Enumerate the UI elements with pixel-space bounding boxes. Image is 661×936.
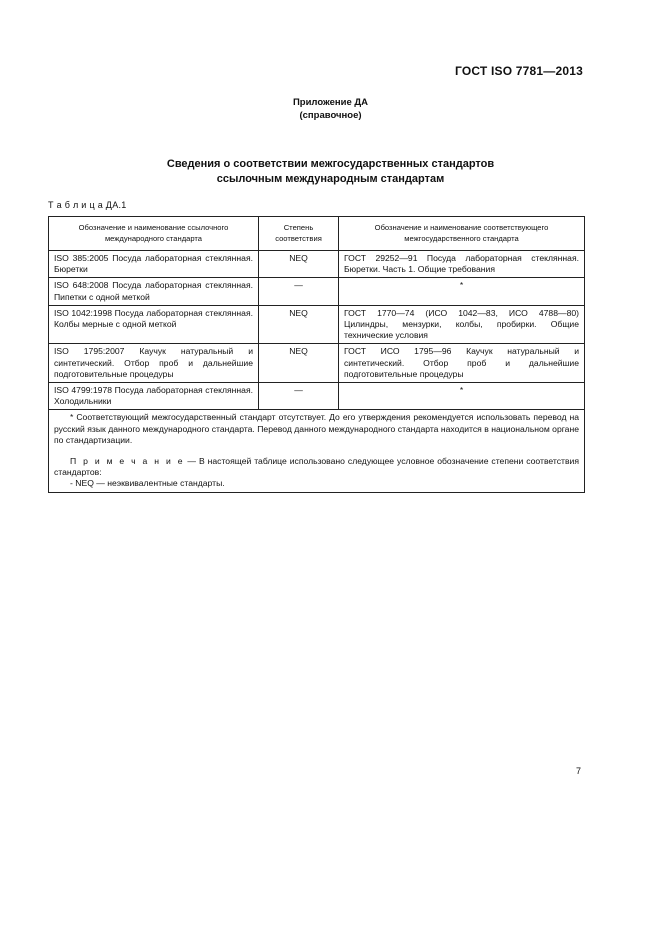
- table-row: [49, 251, 585, 278]
- intl-standard-cell: ISO 648:2008 Посуда лабораторная стеклянная. Пипетки с одной меткой: [49, 278, 259, 305]
- page-number: 7: [575, 766, 581, 776]
- national-standard-cell: ГОСТ ИСО 1795—96 Каучук натуральный и синтетический. Отбор проб и дальнейшие подготовительные процедуры: [339, 344, 585, 383]
- note-text: — В настоящей таблице использовано следующее условное обозначение степени соответствия стандартов:: [54, 456, 579, 478]
- note-label: П р и м е ч а н и е: [70, 456, 185, 467]
- table-footnote: * Соответствующий межгосударственный стандарт отсутствует. До его утверждения рекомендуется использовать перевод на русский язык данного международного стандарта. Перевод данного международного стандарта находится в национальном органе по стандартизации.: [54, 412, 579, 445]
- table-note: [54, 456, 579, 478]
- table-footer-row: [49, 410, 585, 492]
- heading-line-2: ссылочным международным стандартам: [216, 173, 445, 185]
- intl-standard-cell: ISO 4799:1978 Посуда лабораторная стеклянная. Холодильники: [49, 383, 259, 410]
- table-footer-cell: [49, 410, 585, 492]
- column-header-degree: Степень соответствия: [259, 217, 339, 251]
- degree-cell: NEQ: [259, 305, 339, 344]
- table-row: [49, 383, 585, 410]
- table-label: Т а б л и ц а ДА.1: [48, 200, 127, 210]
- section-heading: [0, 157, 661, 187]
- table-row: [49, 305, 585, 344]
- national-standard-cell: ГОСТ 1770—74 (ИСО 1042—83, ИСО 4788—80) Цилиндры, мензурки, колбы, пробирки. Общие технические условия: [339, 305, 585, 344]
- table-row: [49, 344, 585, 383]
- column-header-national: Обозначение и наименование соответствующего межгосударственного стандарта: [339, 217, 585, 251]
- national-standard-cell: *: [339, 383, 585, 410]
- table-row: [49, 278, 585, 305]
- intl-standard-cell: ISO 1795:2007 Каучук натуральный и синтетический. Отбор проб и дальнейшие подготовительные процедуры: [49, 344, 259, 383]
- note-item: - NEQ — неэквивалентные стандарты.: [70, 478, 225, 489]
- appendix-title: Приложение ДА: [292, 97, 369, 108]
- table-header-row: [49, 217, 585, 251]
- national-standard-cell: *: [339, 278, 585, 305]
- appendix-header: [0, 96, 661, 122]
- degree-cell: —: [259, 383, 339, 410]
- intl-standard-cell: ISO 1042:1998 Посуда лабораторная стеклянная. Колбы мерные с одной меткой: [49, 305, 259, 344]
- intl-standard-cell: ISO 385:2005 Посуда лабораторная стеклянная. Бюретки: [49, 251, 259, 278]
- national-standard-cell: ГОСТ 29252—91 Посуда лабораторная стеклянная. Бюретки. Часть 1. Общие требования: [339, 251, 585, 278]
- appendix-subtitle: (справочное): [299, 110, 362, 121]
- correspondence-table: [48, 216, 585, 493]
- heading-line-1: Сведения о соответствии межгосударственных стандартов: [166, 158, 495, 170]
- column-header-international: Обозначение и наименование ссылочного международного стандарта: [49, 217, 259, 251]
- standard-code: ГОСТ ISO 7781—2013: [454, 64, 583, 78]
- degree-cell: —: [259, 278, 339, 305]
- degree-cell: NEQ: [259, 344, 339, 383]
- degree-cell: NEQ: [259, 251, 339, 278]
